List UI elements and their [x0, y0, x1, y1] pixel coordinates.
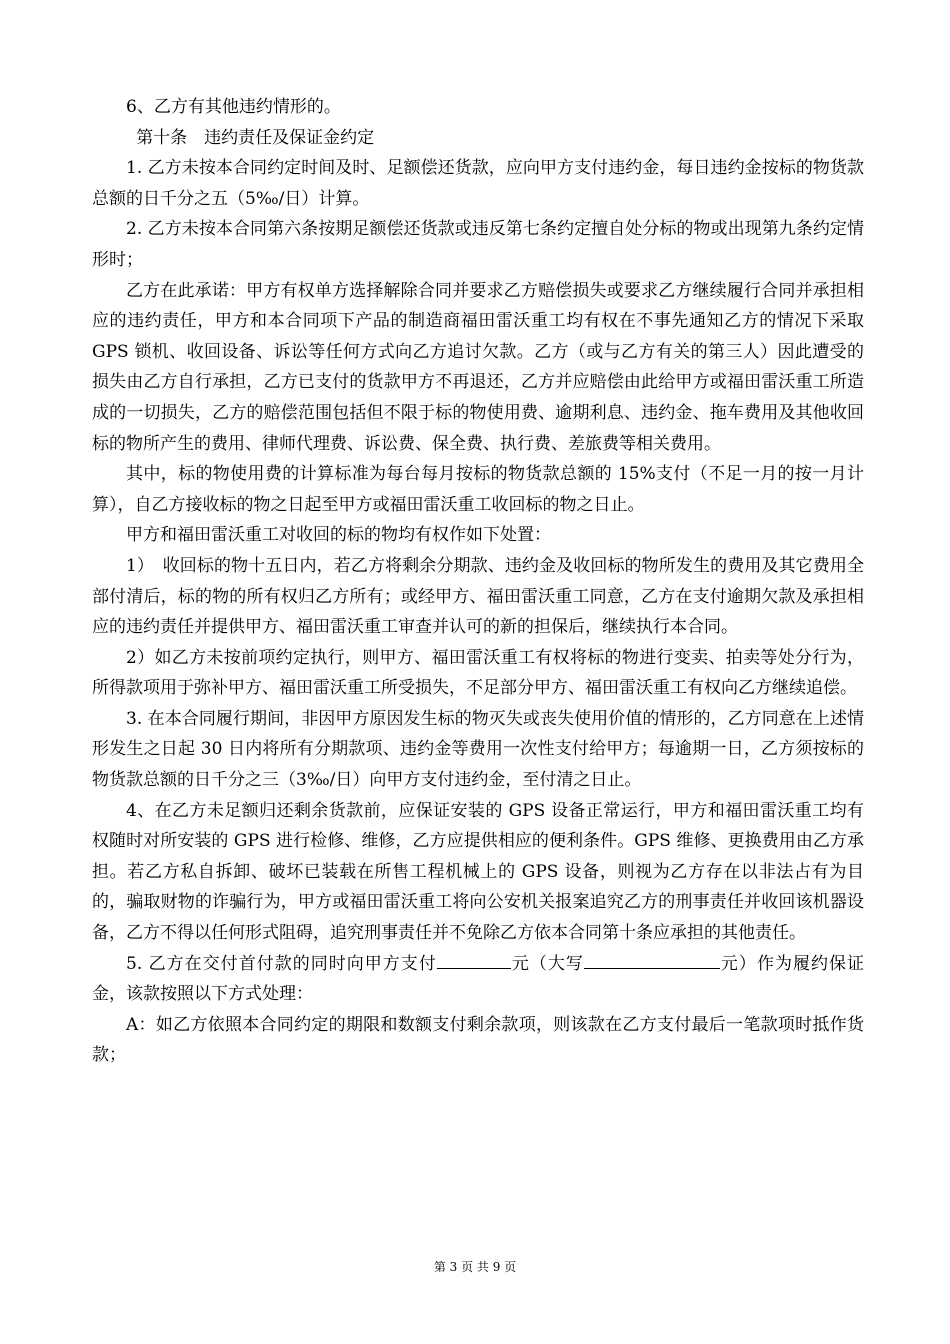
paragraph-deposit-option-a: A：如乙方依照本合同约定的期限和数额支付剩余款项，则该款在乙方支付最后一笔款项时抵作货款； — [92, 1014, 864, 1066]
deposit-text-part-1: 5. 乙方在交付首付款的同时向甲方支付 — [126, 953, 437, 974]
paragraph-disposal-item-2: 2）如乙方未按前项约定执行，则甲方、福田雷沃重工有权将标的物进行变卖、拍卖等处分行为，所得款项用于弥补甲方、福田雷沃重工所受损失，不足部分甲方、福田雷沃重工有权向乙方继续追偿。 — [92, 647, 864, 699]
paragraph-disposal-item-1: 1） 收回标的物十五日内，若乙方将剩余分期款、违约金及收回标的物所发生的费用及其它费用全部付清后，标的物的所有权归乙方所有；或经甲方、福田雷沃重工同意，乙方在支付逾期欠款及承担相应的违约责任并提供甲方、福田雷沃重工审查并认可的新的担保后，继续执行本合同。 — [92, 555, 864, 638]
paragraph-deposit — [92, 949, 864, 1010]
deposit-amount-words-blank — [584, 951, 720, 969]
paragraph-breach-conditions: 2. 乙方未按本合同第六条按期足额偿还货款或违反第七条约定擅自处分标的物或出现第九条约定情形时； — [92, 219, 864, 270]
paragraph-loss-of-goods: 3. 在本合同履行期间，非因甲方原因发生标的物灭失或丧失使用价值的情形的，乙方同意在上述情形发生之日起 30 日内将所有分期款项、违约金等费用一次性支付给甲方；每逾期一日，乙方须按标的物货款总额的日千分之三（3‰/日）向甲方支付违约金，至付清之日止。 — [92, 708, 864, 791]
paragraph-usage-fee: 其中，标的物使用费的计算标准为每台每月按标的物货款总额的 15%支付（不足一月的按一月计算），自乙方接收标的物之日起至甲方或福田雷沃重工收回标的物之日止。 — [92, 464, 864, 515]
deposit-text-part-3: 元）作为履约保证金，该款按照以下方式处理： — [92, 953, 865, 1005]
paragraph-clause-6: 6、乙方有其他违约情形的。 — [126, 97, 341, 117]
paragraph-disposal-intro: 甲方和福田雷沃重工对收回的标的物均有权作如下处置： — [126, 525, 551, 546]
paragraph-liquidated-damages: 1. 乙方未按本合同约定时间及时、足额偿还货款，应向甲方支付违约金，每日违约金按标的物货款总额的日千分之五（5‰/日）计算。 — [92, 158, 864, 209]
paragraph-party-b-commitment: 乙方在此承诺：甲方有权单方选择解除合同并要求乙方赔偿损失或要求乙方继续履行合同并承担相应的违约责任，甲方和本合同项下产品的制造商福田雷沃重工均有权在不事先通知乙方的情况下采取 GPS 锁机、收回设备、诉讼等任何方式向乙方追讨欠款。乙方（或与乙方有关的第三人）因此遭受的损失由乙方自行承担，乙方已支付的货款甲方不再退还，乙方并应赔偿由此给甲方或福田雷沃重工所造成的一切损失，乙方的赔偿范围包括但不限于标的物使用费、逾期利息、违约金、拖车费用及其他收回标的物所产生的费用、律师代理费、诉讼费、保全费、执行费、差旅费等相关费用。 — [92, 280, 864, 454]
deposit-amount-blank — [437, 951, 511, 969]
article-10-heading: 第十条 违约责任及保证金约定 — [136, 127, 375, 148]
deposit-text-part-2: 元（大写 — [510, 953, 584, 974]
paragraph-gps-clause: 4、在乙方未足额归还剩余货款前，应保证安装的 GPS 设备正常运行，甲方和福田雷沃重工均有权随时对所安装的 GPS 进行检修、维修，乙方应提供相应的便利条件。GPS 维修、更换费用由乙方承担。若乙方私自拆卸、破坏已装载在所售工程机械上的 GPS 设备，则视为乙方存在以非法占有为目的，骗取财物的诈骗行为，甲方或福田雷沃重工将向公安机关报案追究乙方的刑事责任并收回该机器设备，乙方不得以任何形式阻碍，追究刑事责任并不免除乙方依本合同第十条应承担的其他责任。 — [92, 800, 864, 944]
document-body — [92, 92, 864, 1071]
page-number-footer: 第 3 页 共 9 页 — [433, 1260, 517, 1274]
